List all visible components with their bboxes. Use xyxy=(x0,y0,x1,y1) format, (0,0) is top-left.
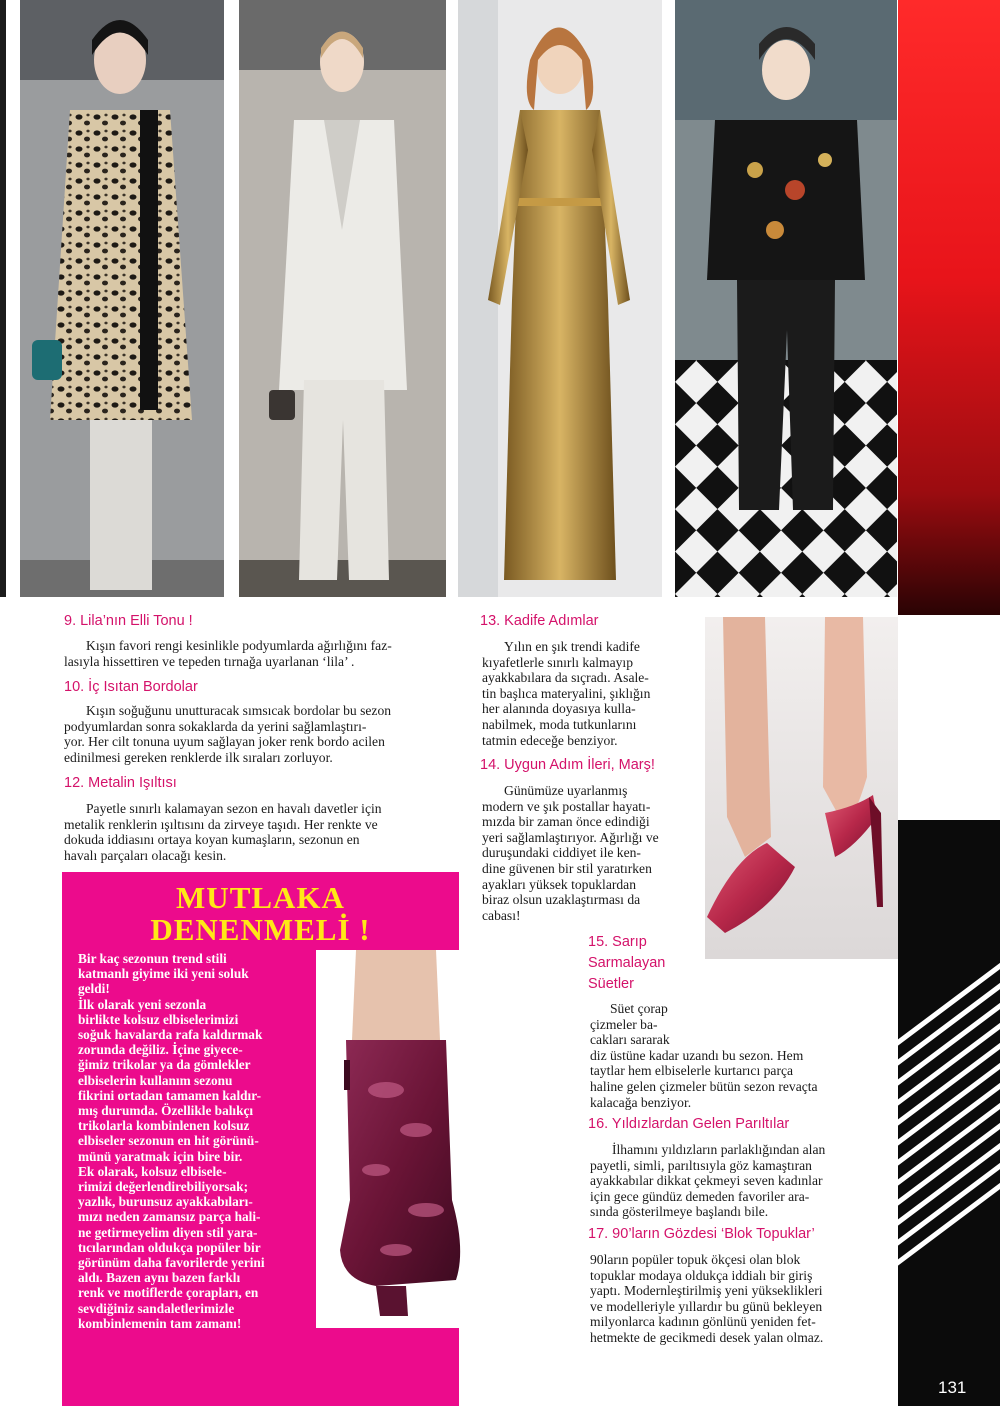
heading-section-12: 12. Metalin Işıltısı xyxy=(64,775,177,791)
text-line: kombinlemenin tam zamanı! xyxy=(78,1315,242,1331)
text-line: payetli, simli, parıltısıyla göz kamaştıran xyxy=(590,1157,812,1173)
runway-photo-leopard-coat xyxy=(20,0,224,597)
text-line: Payetle sınırlı kalamayan sezon en havalı davetler için xyxy=(86,801,382,816)
heading-section-16: 16. Yıldızlardan Gelen Parıltılar xyxy=(588,1116,790,1132)
text-line: fikrini ortadan tamamen kaldır- xyxy=(78,1087,262,1103)
text-line: birlikte kolsuz elbiselerimizi xyxy=(78,1011,239,1027)
text-line: elbiseler sezonun en hit görünü- xyxy=(78,1133,259,1149)
velvet-boot-photo xyxy=(316,950,482,1328)
section-13-text xyxy=(482,639,650,748)
text-line: modern ve şık postallar hayatı- xyxy=(482,798,651,814)
text-line: kalacağa benziyor. xyxy=(590,1094,692,1110)
velvet-pump-photo xyxy=(705,617,898,959)
text-line: soğuk havalarda rafa kaldırmak xyxy=(78,1027,263,1043)
text-line: mızı neden zamansız parça hali- xyxy=(78,1209,261,1225)
heading-line: Sarmalayan xyxy=(588,955,666,971)
text-line: biraz olsun uzaklaştırması da xyxy=(482,892,641,908)
text-line: zorunda değiliz. İçine giyece- xyxy=(78,1042,243,1058)
text-line: için gece gündüz demeden favoriler ara- xyxy=(590,1188,810,1204)
text-line: diz üstüne kadar uzandı bu sezon. Hem xyxy=(590,1047,804,1063)
must-try-title-line-2: DENENMELİ ! xyxy=(150,912,371,947)
section-15-text xyxy=(590,1001,818,1110)
text-line: ayakkabılar dikkat çekmeyi seven kadınlar xyxy=(590,1173,823,1189)
text-line: İlhamını yıldızların parlaklığından alan xyxy=(612,1142,826,1157)
black-striped-strip xyxy=(898,820,1000,1406)
text-line: Yılın en şık trendi kadife xyxy=(504,639,640,654)
text-line: nabilmek, moda tutkunlarını xyxy=(482,716,637,732)
left-photo-edge xyxy=(0,0,6,597)
heading-section-17: 17. 90’ların Gözdesi ‘Blok Topuklar’ xyxy=(588,1226,815,1242)
must-try-text xyxy=(78,951,265,1331)
runway-photo-white-suit xyxy=(239,0,446,597)
text-line: tin başlıca materyalini, şıklığın xyxy=(482,685,651,701)
must-try-title-line-1: MUTLAKA xyxy=(176,880,345,915)
text-line: cakları sararak xyxy=(590,1032,670,1048)
text-line: sevdiğiniz sandaletlerimizle xyxy=(78,1300,235,1316)
text-line: tıcılarından oldukça popüler bir xyxy=(78,1239,261,1255)
heading-line: Süetler xyxy=(588,976,634,992)
diagonal-stripes xyxy=(898,820,1000,1406)
text-line: taytlar hem elbiselerle kurtarıcı parça xyxy=(590,1063,794,1079)
section-17-text xyxy=(590,1252,823,1346)
text-line: yaptı. Modernleştirilmiş yeni yükseklikleri xyxy=(590,1283,823,1299)
text-line: münü yaratmak için bire bir. xyxy=(78,1148,243,1164)
text-line: podyumlardan sonra sokaklarda da yerini sağlamlaştırı- xyxy=(64,718,367,734)
section-9-text xyxy=(64,638,392,669)
heading-section-13: 13. Kadife Adımlar xyxy=(480,613,599,629)
text-line: lasıyla hissettiren ve tepeden tırnağa uyarlanan ‘lila’ . xyxy=(64,653,355,669)
text-line: cabası! xyxy=(482,907,521,923)
text-line: ne getirmeyelim diyen stil yara- xyxy=(78,1224,258,1240)
text-line: dokuda iddiasını ortaya koyan kumaşların, sezonun en xyxy=(64,832,360,848)
text-line: aldı. Bazen aynı bazen farklı xyxy=(78,1270,241,1286)
text-line: trikolarla kombinlenen kolsuz xyxy=(78,1118,250,1134)
text-line: ayakları yüksek topuklardan xyxy=(482,876,637,892)
text-line: yor. Her cilt tonuna uyum sağlayan joker renk bordo acilen xyxy=(64,734,385,750)
text-line: Günümüze uyarlanmış xyxy=(504,783,628,798)
red-gradient-strip xyxy=(898,0,1000,615)
heading-section-15 xyxy=(588,932,665,995)
text-line: Süet çorap xyxy=(610,1001,668,1016)
text-line: havalı parçaları olacağı kesin. xyxy=(64,847,227,863)
text-line: görünüm daha favorilerde yerini xyxy=(78,1255,265,1271)
heading-section-9: 9. Lila’nın Elli Tonu ! xyxy=(64,613,193,629)
text-line: elbiselerin kullanım sezonu xyxy=(78,1072,233,1088)
text-line: mızda bir zaman önce edindiği xyxy=(482,814,650,830)
section-14-text xyxy=(482,783,659,923)
heading-line: 15. Sarıp xyxy=(588,934,647,950)
text-line: dine güvenen bir stil yaratırken xyxy=(482,860,652,876)
text-line: mış durumda. Özellikle balıkçı xyxy=(78,1103,254,1119)
heading-section-14: 14. Uygun Adım İleri, Marş! xyxy=(480,757,655,773)
text-line: Kışın soğuğunu unutturacak sımsıcak bordolar bu sezon xyxy=(86,703,392,718)
text-line: Bir kaç sezonun trend stili xyxy=(78,951,227,966)
text-line: çizmeler ba- xyxy=(590,1016,658,1032)
text-line: hetmekte de gecikmedi desek yalan olmaz. xyxy=(590,1329,824,1345)
text-line: katmanlı giyime iki yeni soluk xyxy=(78,966,249,982)
text-line: ayakkabılara da sıçradı. Asale- xyxy=(482,670,649,686)
text-line: haline gelen çizmeler bütün sezon revaçta xyxy=(590,1078,818,1094)
text-line: kıyafetlerle sınırlı kalmayıp xyxy=(482,654,633,670)
text-line: 90ların popüler topuk ökçesi olan blok xyxy=(590,1252,801,1267)
section-10-text xyxy=(64,703,391,765)
text-line: topuklar modaya oldukça iddialı bir giriş xyxy=(590,1267,813,1283)
text-line: renk ve motiflerde çorapları, en xyxy=(78,1285,259,1301)
text-line: İlk olarak yeni sezonla xyxy=(78,996,207,1012)
text-line: metalik renklerin ışıltısını da zirveye taşıdı. Her renkte ve xyxy=(64,816,378,832)
text-line: Kışın favori rengi kesinlikle podyumlarda ağırlığını faz- xyxy=(86,638,392,653)
section-12-text xyxy=(64,801,382,863)
section-16-text xyxy=(590,1142,825,1220)
text-line: sında gösterilmeye başlandı bile. xyxy=(590,1204,769,1220)
text-line: tatmin edeceğe benziyor. xyxy=(482,732,618,748)
runway-photo-gold-gown xyxy=(458,0,662,597)
decorative-side-band xyxy=(898,0,1000,1406)
text-line: rimizi değerlendirebiliyorsak; xyxy=(78,1179,249,1195)
text-line: duruşundaki ciddiyet ile ken- xyxy=(482,845,641,861)
text-line: geldi! xyxy=(78,981,110,997)
white-strip xyxy=(898,615,1000,820)
text-line: Ek olarak, kolsuz elbisele- xyxy=(78,1163,227,1179)
text-line: yazlık, burunsuz ayakkabıları- xyxy=(78,1194,253,1210)
text-line: yeri sağlamlaştırıyor. Ağırlığı ve xyxy=(482,829,659,845)
text-line: edinilmesi gereken renklerde ilk sıraları zorluyor. xyxy=(64,749,333,765)
text-line: ğimiz trikolar ya da gömlekler xyxy=(78,1057,251,1073)
text-line: milyonlarca kadının gönlünü yeniden fet- xyxy=(590,1314,816,1330)
runway-photo-embellished-jacket xyxy=(675,0,897,597)
text-line: ve modelleriyle yıllardır bu günü bekleyen xyxy=(590,1298,823,1314)
text-line: her alanında doyasıya kulla- xyxy=(482,701,636,717)
page-number: 131 xyxy=(938,1378,967,1397)
heading-section-10: 10. İç Isıtan Bordolar xyxy=(64,679,198,695)
